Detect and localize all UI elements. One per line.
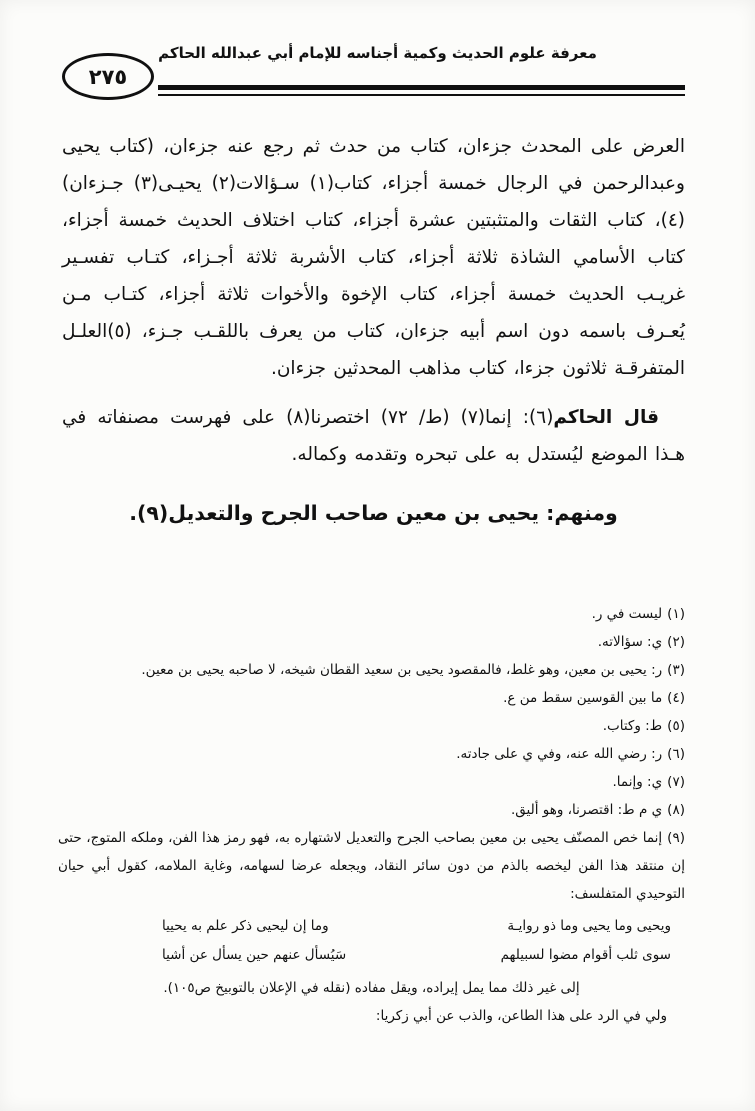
footnote-marker: (٤) — [667, 690, 685, 706]
page-number: ٢٧٥ — [88, 64, 128, 89]
footnote-marker: (٨) — [667, 802, 685, 818]
footnote-text: إنما خص المصنّف يحيى بن معين بصاحب الجرح والتعديل لاشتهاره به، فهو رمز هذا الفن، وملكه المتوج، حتى إن منتقد هذا الفن ليخصه بالذم من دون سائر النقاد، ويجعله عرضا لسهامه، وغاية الملامه، كقول أبي حيان التوحيدي المتفلسف: — [58, 830, 685, 902]
footnote-closing-line-2: ولي في الرد على هذا الطاعن، والذب عن أبي زكريا: — [375, 1008, 667, 1024]
paragraph-2-text: (٦): إنما(٧) (ط/ ٧٢) اختصرنا(٨) على فهرست مصنفاته في هـذا الموضع ليُستدل به على تبحره وتقدمه وكماله. — [62, 407, 685, 465]
poetry-verse-1 — [162, 912, 671, 941]
footnote-text: ي م ط: اقتصرنا، وهو أليق. — [510, 802, 663, 818]
speaker-lead: قال الحاكم — [553, 407, 660, 428]
footnote-6 — [58, 740, 685, 768]
footnote-3 — [58, 656, 685, 684]
footnote-1 — [58, 600, 685, 628]
footnote-7 — [58, 768, 685, 796]
hemistich-left: وما إن ليحيى ذكر علم به يحييا — [162, 918, 329, 934]
footnote-9 — [58, 824, 685, 908]
page-number-badge — [62, 53, 154, 100]
section-heading: ومنهم: يحيى بن معين صاحب الجرح والتعديل(٩). — [129, 501, 618, 525]
main-text — [62, 128, 685, 525]
footnote-text: ما بين القوسين سقط من ع. — [503, 690, 663, 706]
footnote-text: ر: يحيى بن معين، وهو غلط، فالمقصود يحيى بن سعيد القطان شيخه، لا صاحبه يحيى بن معين. — [141, 662, 663, 678]
paragraph-1: العرض على المحدث جزءان، كتاب من حدث ثم رجع عنه جزءان، (كتاب يحيى وعبدالرحمن في الرجال خمسة أجزاء، كتاب(١) سـؤالات(٢) يحيـى(٣) جـزءان)(٤)، كتاب الثقات والمتثبتين عشرة أجزاء، كتاب اختلاف الحديث خمسة أجزاء، كتاب الأسامي الشاذة ثلاثة أجزاء، كتاب الأشربة ثلاثة أجـزاء، كتـاب تفسـير غريـب الحديث خمسة أجزاء، كتاب الإخوة والأخوات ثلاثة أجزاء، كتـاب مـن يُعـرف باسمه دون اسم أبيه جزءان، كتاب من يعرف باللقـب جـزء، (٥)العلـل المتفرقـة ثلاثون جزءا، كتاب مذاهب المحدثين جزءان. — [62, 136, 685, 379]
header-rule-thick — [158, 85, 685, 90]
footnote-text: ي: سؤالاته. — [597, 634, 663, 650]
footnote-8 — [58, 796, 685, 824]
footnote-text: ط: وكتاب. — [602, 718, 663, 734]
footnote-marker: (٩) — [667, 830, 685, 846]
hemistich-right: سوى ثلب أقوام مضوا لسبيلهم — [500, 947, 671, 963]
header-rule-thin — [158, 94, 685, 96]
footnote-text: ليست في ر. — [591, 606, 663, 622]
hemistich-right: ويحيى وما يحيى وما ذو روايـة — [507, 918, 671, 934]
footnote-marker: (٢) — [667, 634, 685, 650]
hemistich-left: سَيُسأل عنهم حين يسأل عن أشيا — [162, 947, 347, 963]
poetry-verse-2 — [162, 941, 671, 970]
paragraph-2 — [62, 399, 685, 473]
footnotes-section — [58, 600, 685, 1030]
footnote-text: ي: وإنما. — [612, 774, 663, 790]
footnote-5 — [58, 712, 685, 740]
footnote-marker: (٣) — [667, 662, 685, 678]
footnote-marker: (٥) — [667, 718, 685, 734]
footnote-text: ر: رضي الله عنه، وفي ي على جادته. — [456, 746, 663, 762]
footnote-4 — [58, 684, 685, 712]
footnote-marker: (٦) — [667, 746, 685, 762]
footnote-marker: (٧) — [667, 774, 685, 790]
poetry-block — [58, 908, 685, 974]
footnote-2 — [58, 628, 685, 656]
footnote-closing-line-1: إلى غير ذلك مما يمل إيراده، ويقل مفاده (نقله في الإعلان بالتوبيخ ص١٠٥). — [163, 980, 580, 996]
footnote-marker: (١) — [667, 606, 685, 622]
book-title: معرفة علوم الحديث وكمية أجناسه للإمام أبي عبدالله الحاكم — [158, 44, 597, 62]
